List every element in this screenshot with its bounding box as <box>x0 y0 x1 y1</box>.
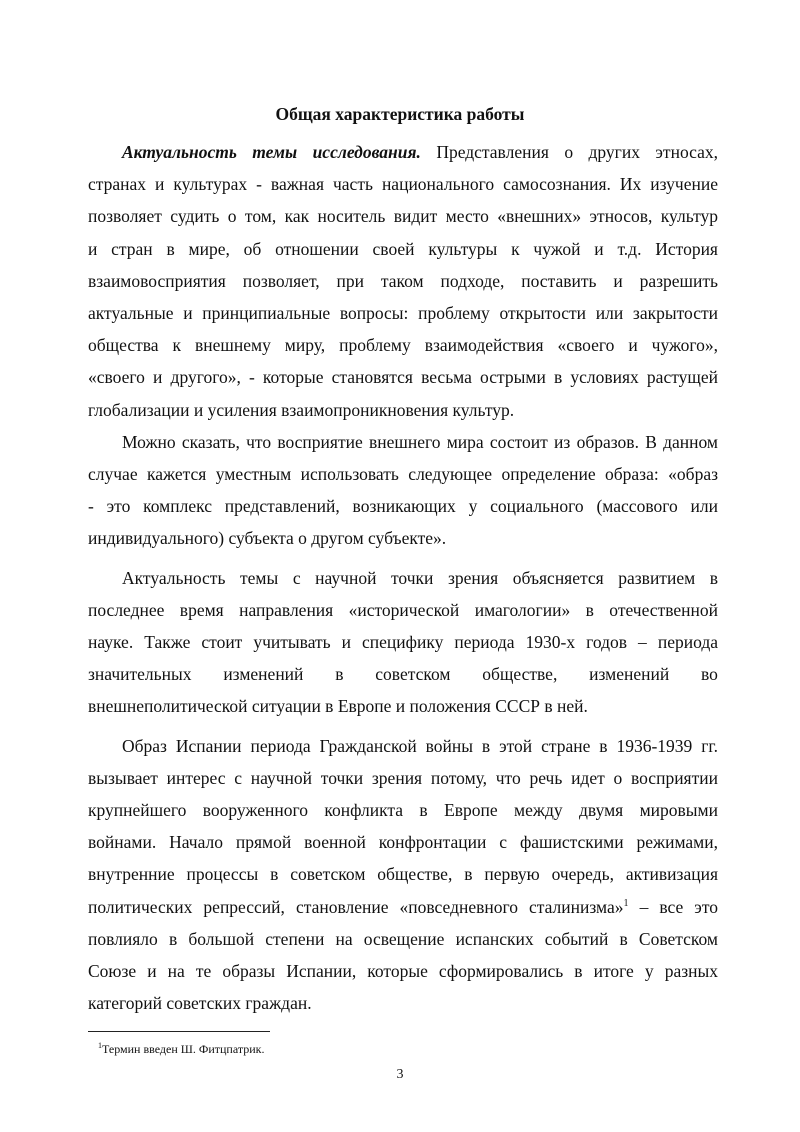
footnote: $^1$Термин введен Ш. Фитцпатрик. <box>98 1041 265 1056</box>
text-line: науке. Также стоит учитывать и специфику периода 1930-х годов – периода <box>88 632 718 653</box>
paragraph-spain-image <box>88 730 718 1020</box>
text-line: последнее время направления «исторической имагологии» в отечественной <box>88 599 718 620</box>
text-line: значительных изменений в советском обществе, изменений во <box>88 664 718 685</box>
text-line: внешнеполитической ситуации в Европе и положения СССР в ней. <box>88 696 588 717</box>
paragraph-relevance <box>88 136 718 426</box>
text-line: и стран в мире, об отношении своей культуры к чужой и т.д. История <box>88 238 718 259</box>
text-line: актуальные и принципиальные вопросы: проблему открытости или закрытости <box>88 303 718 324</box>
text-line: Союзе и на те образы Испании, которые сформировались в итоге у разных <box>88 961 718 982</box>
text-line: войнами. Начало прямой военной конфронтации с фашистскими режимами, <box>88 832 718 853</box>
text-line: крупнейшего вооруженного конфликта в Европе между двумя мировыми <box>88 800 718 821</box>
footnote-separator <box>88 1031 270 1032</box>
text-line: индивидуального) субъекта о другом субъекте». <box>88 528 447 549</box>
text-line: Актуальность темы исследования. Представления о других этносах, <box>122 142 719 162</box>
text-line: позволяет судить о том, как носитель видит место «внешних» этносов, культур <box>88 206 718 227</box>
text-line: общества к внешнему миру, проблему взаимодействия «своего и чужого», <box>88 335 718 356</box>
page-number: 3 <box>396 1067 404 1082</box>
text-line: Актуальность темы с научной точки зрения объясняется развитием в <box>122 567 718 588</box>
text-line: взаимовосприятия позволяет, при таком подходе, поставить и разрешить <box>88 270 718 291</box>
text-line: случае кажется уместным использовать следующее определение образа: «образ <box>88 464 718 485</box>
paragraph-scientific-relevance <box>88 562 718 723</box>
text-line: странах и культурах - важная часть национального самосознания. Их изучение <box>88 174 718 195</box>
lead-phrase: Актуальность темы исследования. <box>122 142 421 162</box>
text-line: вызывает интерес с научной точки зрения потому, что речь идет о восприятии <box>88 767 718 788</box>
footnote-reference[interactable]: 1 <box>623 897 629 909</box>
text-line: повлияло в большой степени на освещение испанских событий в Советском <box>88 928 718 949</box>
text-line: Можно сказать, что восприятие внешнего мира состоит из образов. В данном <box>122 431 718 452</box>
text-line: «своего и другого», - которые становятся весьма острыми в условиях растущей <box>88 367 718 388</box>
text-line: категорий советских граждан. <box>88 993 312 1014</box>
text-line: глобализации и усиления взаимопроникновения культур. <box>88 399 515 420</box>
body-text <box>88 136 718 1019</box>
section-title: Общая характеристика работы <box>275 104 525 124</box>
paragraph-image-definition <box>88 426 718 555</box>
text-line: политических репрессий, становление «повседневного сталинизма»$^1$ – все это <box>88 896 718 917</box>
text-line: внутренние процессы в советском обществе, в первую очередь, активизация <box>88 864 718 885</box>
text-line: Образ Испании периода Гражданской войны в этой стране в 1936-1939 гг. <box>122 735 718 756</box>
text-line: - это комплекс представлений, возникающих у социального (массового или <box>88 496 718 517</box>
